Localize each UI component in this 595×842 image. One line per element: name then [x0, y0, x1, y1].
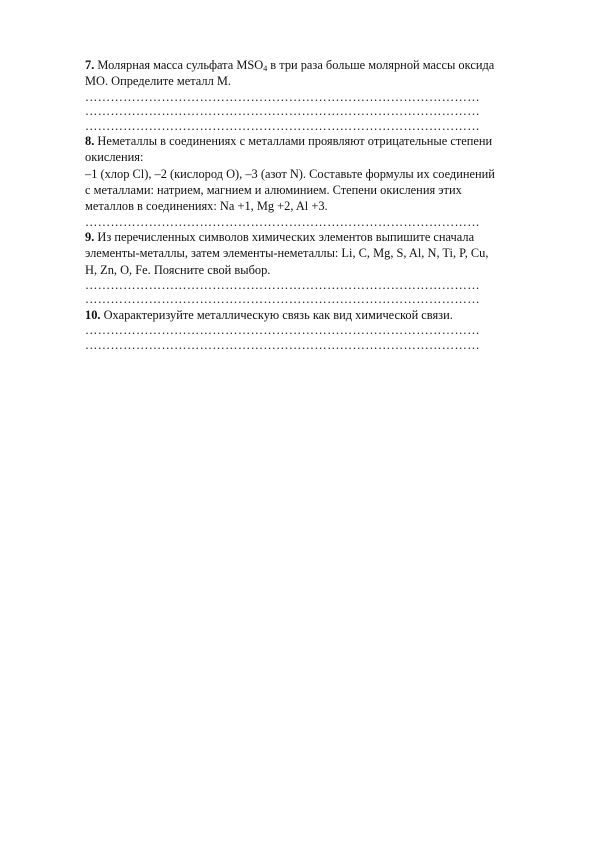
answer-line[interactable]: …………………………………………………………………………………: [85, 214, 480, 229]
question-9: [85, 229, 555, 307]
question-number: 9.: [85, 230, 95, 245]
answer-line[interactable]: …………………………………………………………………………………: [85, 89, 480, 104]
answer-line[interactable]: …………………………………………………………………………………: [85, 104, 480, 119]
answer-line[interactable]: …………………………………………………………………………………: [85, 118, 480, 133]
question-line: 10. Охарактеризуйте металлическую связь как вид химической связи.: [85, 307, 453, 322]
answer-line[interactable]: …………………………………………………………………………………: [85, 277, 480, 292]
question-line: 7. Молярная масса сульфата $MSO_4$ в три раза больше молярной массы оксида: [85, 58, 495, 73]
question-line: металлов в соединениях: Na +1, Mg +2, Al +3.: [85, 199, 328, 214]
answer-line[interactable]: …………………………………………………………………………………: [85, 337, 480, 352]
question-8: [85, 133, 555, 229]
question-line: MO. Определите металл M.: [85, 74, 231, 89]
question-line: 8. Неметаллы в соединениях с металлами проявляют отрицательные степени: [85, 134, 493, 149]
question-line: –1 (хлор Cl), –2 (кислород O), –3 (азот N). Составьте формулы их соединений: [85, 166, 495, 181]
question-line: 9. Из перечисленных символов химических элементов выпишите сначала: [85, 230, 475, 245]
worksheet-page: [85, 57, 555, 352]
answer-line[interactable]: …………………………………………………………………………………: [85, 323, 480, 338]
question-line: с металлами: натрием, магнием и алюминием. Степени окисления этих: [85, 182, 462, 197]
question-line: H, Zn, O, Fe. Поясните свой выбор.: [85, 262, 271, 277]
question-10: [85, 307, 555, 352]
question-number: 8.: [85, 134, 95, 149]
question-7: [85, 57, 555, 133]
question-line: окисления:: [85, 150, 144, 165]
question-number: 10.: [85, 307, 101, 322]
question-number: 7.: [85, 58, 95, 72]
answer-line[interactable]: …………………………………………………………………………………: [85, 292, 480, 307]
question-line: элементы-металлы, затем элементы-неметаллы: Li, C, Mg, S, Al, N, Ti, P, Cu,: [85, 246, 489, 261]
